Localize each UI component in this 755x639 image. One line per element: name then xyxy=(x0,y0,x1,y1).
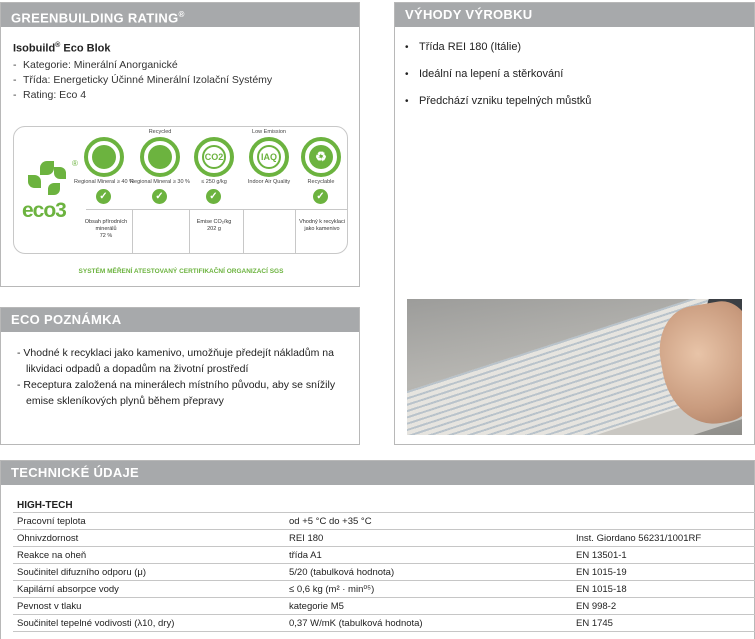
recyclable-value: Vhodný k recyklaci jako kamenivo xyxy=(299,219,345,232)
greenbuilding-title: GREENBUILDING RATING xyxy=(11,10,179,26)
list-item: • Třída REI 180 (Itálie) xyxy=(405,41,591,68)
table-row: Pevnost v tlaku kategorie M5 EN 998-2 xyxy=(13,598,755,615)
product-registered-mark: ® xyxy=(55,42,61,49)
product-name xyxy=(13,42,110,55)
recyclable-icon xyxy=(301,137,341,185)
badge-caption: Regional Mineral ≥ 40 % xyxy=(74,179,134,185)
badge-caption: Regional Mineral ≥ 30 % xyxy=(130,179,190,185)
eco-note-list xyxy=(17,345,352,409)
eco-note-panel xyxy=(0,307,360,445)
co2-icon xyxy=(194,137,234,185)
recycled-icon xyxy=(130,129,190,185)
benefits-panel xyxy=(394,2,755,445)
eco-note-header: ECO POZNÁMKA xyxy=(1,308,359,332)
check-icon: ✓ xyxy=(96,189,111,204)
greenbuilding-header xyxy=(1,3,359,27)
table-row: Pracovní teplota od +5 °C do +35 °C xyxy=(13,513,755,530)
list-item: - Rating: Eco 4 xyxy=(13,88,272,103)
co2-label: CO2 xyxy=(202,145,226,169)
rating-list xyxy=(13,58,272,103)
check-icon: ✓ xyxy=(152,189,167,204)
benefits-header: VÝHODY VÝROBKU xyxy=(395,3,754,27)
eco-rating-box xyxy=(13,126,348,254)
registered-mark: ® xyxy=(178,10,185,19)
greenbuilding-panel xyxy=(0,2,360,287)
divider xyxy=(86,209,348,210)
benefits-list xyxy=(405,41,591,122)
certification-note: SYSTÉM MĚŘENÍ ATESTOVANÝ CERTIFIKAČNÍ ORGANIZACÍ SGS xyxy=(78,268,284,275)
list-item: - Vhodné k recyklaci jako kamenivo, umožňuje předejít nákladům na likvidaci odpadů a dopadům na životní prostředí xyxy=(17,345,352,377)
badge-caption: Indoor Air Quality xyxy=(247,179,291,185)
eco-logo-registered: ® xyxy=(72,159,78,168)
list-item: - Kategorie: Minerální Anorganické xyxy=(13,58,272,73)
badge-caption: Recyclable xyxy=(307,179,335,185)
table-row: Kapilární absorpce vody ≤ 0,6 kg (m² · min⁰⁵) EN 1015-18 xyxy=(13,581,755,598)
tech-subtitle: HIGH-TECH xyxy=(17,500,73,511)
product-photo xyxy=(407,299,742,435)
divider xyxy=(243,209,244,254)
recyclable-symbol: ♻ xyxy=(309,145,333,169)
leaf-icon xyxy=(40,161,54,175)
badge-caption-top: Low Emission xyxy=(252,129,286,135)
check-icon: ✓ xyxy=(313,189,328,204)
table-row: Součinitel difuzního odporu (μ) 5/20 (tabulková hodnota) EN 1015-19 xyxy=(13,564,755,581)
mineral-content-icon xyxy=(74,137,134,185)
leaf-icon xyxy=(48,183,60,195)
badge-caption: ≤ 250 g/kg xyxy=(201,179,227,185)
iaq-icon xyxy=(247,129,291,185)
leaf-icon xyxy=(54,167,66,179)
check-icon: ✓ xyxy=(206,189,221,204)
leaf-icon xyxy=(28,175,41,188)
mineral-content-value: Obsah přírodních minerálů 72 % xyxy=(84,219,128,239)
co2-emission-value: Emise CO₂/kg 202 g xyxy=(196,219,232,232)
divider xyxy=(132,209,133,254)
tech-table xyxy=(13,512,755,632)
tech-header: TECHNICKÉ ÚDAJE xyxy=(1,461,754,485)
eco-logo-text: eco3 xyxy=(22,199,66,222)
table-row: Reakce na oheň třída A1 EN 13501-1 xyxy=(13,547,755,564)
iaq-label: IAQ xyxy=(257,145,281,169)
list-item: - Receptura založená na minerálech místního původu, aby se snížily emise skleníkových plynů během přepravy xyxy=(17,377,352,409)
tech-panel xyxy=(0,460,755,639)
product-model: Eco Blok xyxy=(60,42,111,55)
table-row: Součinitel tepelné vodivosti (λ10, dry) 0,37 W/mK (tabulková hodnota) EN 1745 xyxy=(13,615,755,632)
badge-caption-top: Recycled xyxy=(148,129,172,135)
table-row: Ohnivzdornost REI 180 Inst. Giordano 56231/1001RF xyxy=(13,530,755,547)
list-item: • Předchází vzniku tepelných můstků xyxy=(405,95,591,122)
product-brand: Isobuild xyxy=(13,42,56,55)
list-item: - Třída: Energeticky Účinné Minerální Izolační Systémy xyxy=(13,73,272,88)
list-item: • Ideální na lepení a stěrkování xyxy=(405,68,591,95)
eco3-logo xyxy=(22,157,82,227)
